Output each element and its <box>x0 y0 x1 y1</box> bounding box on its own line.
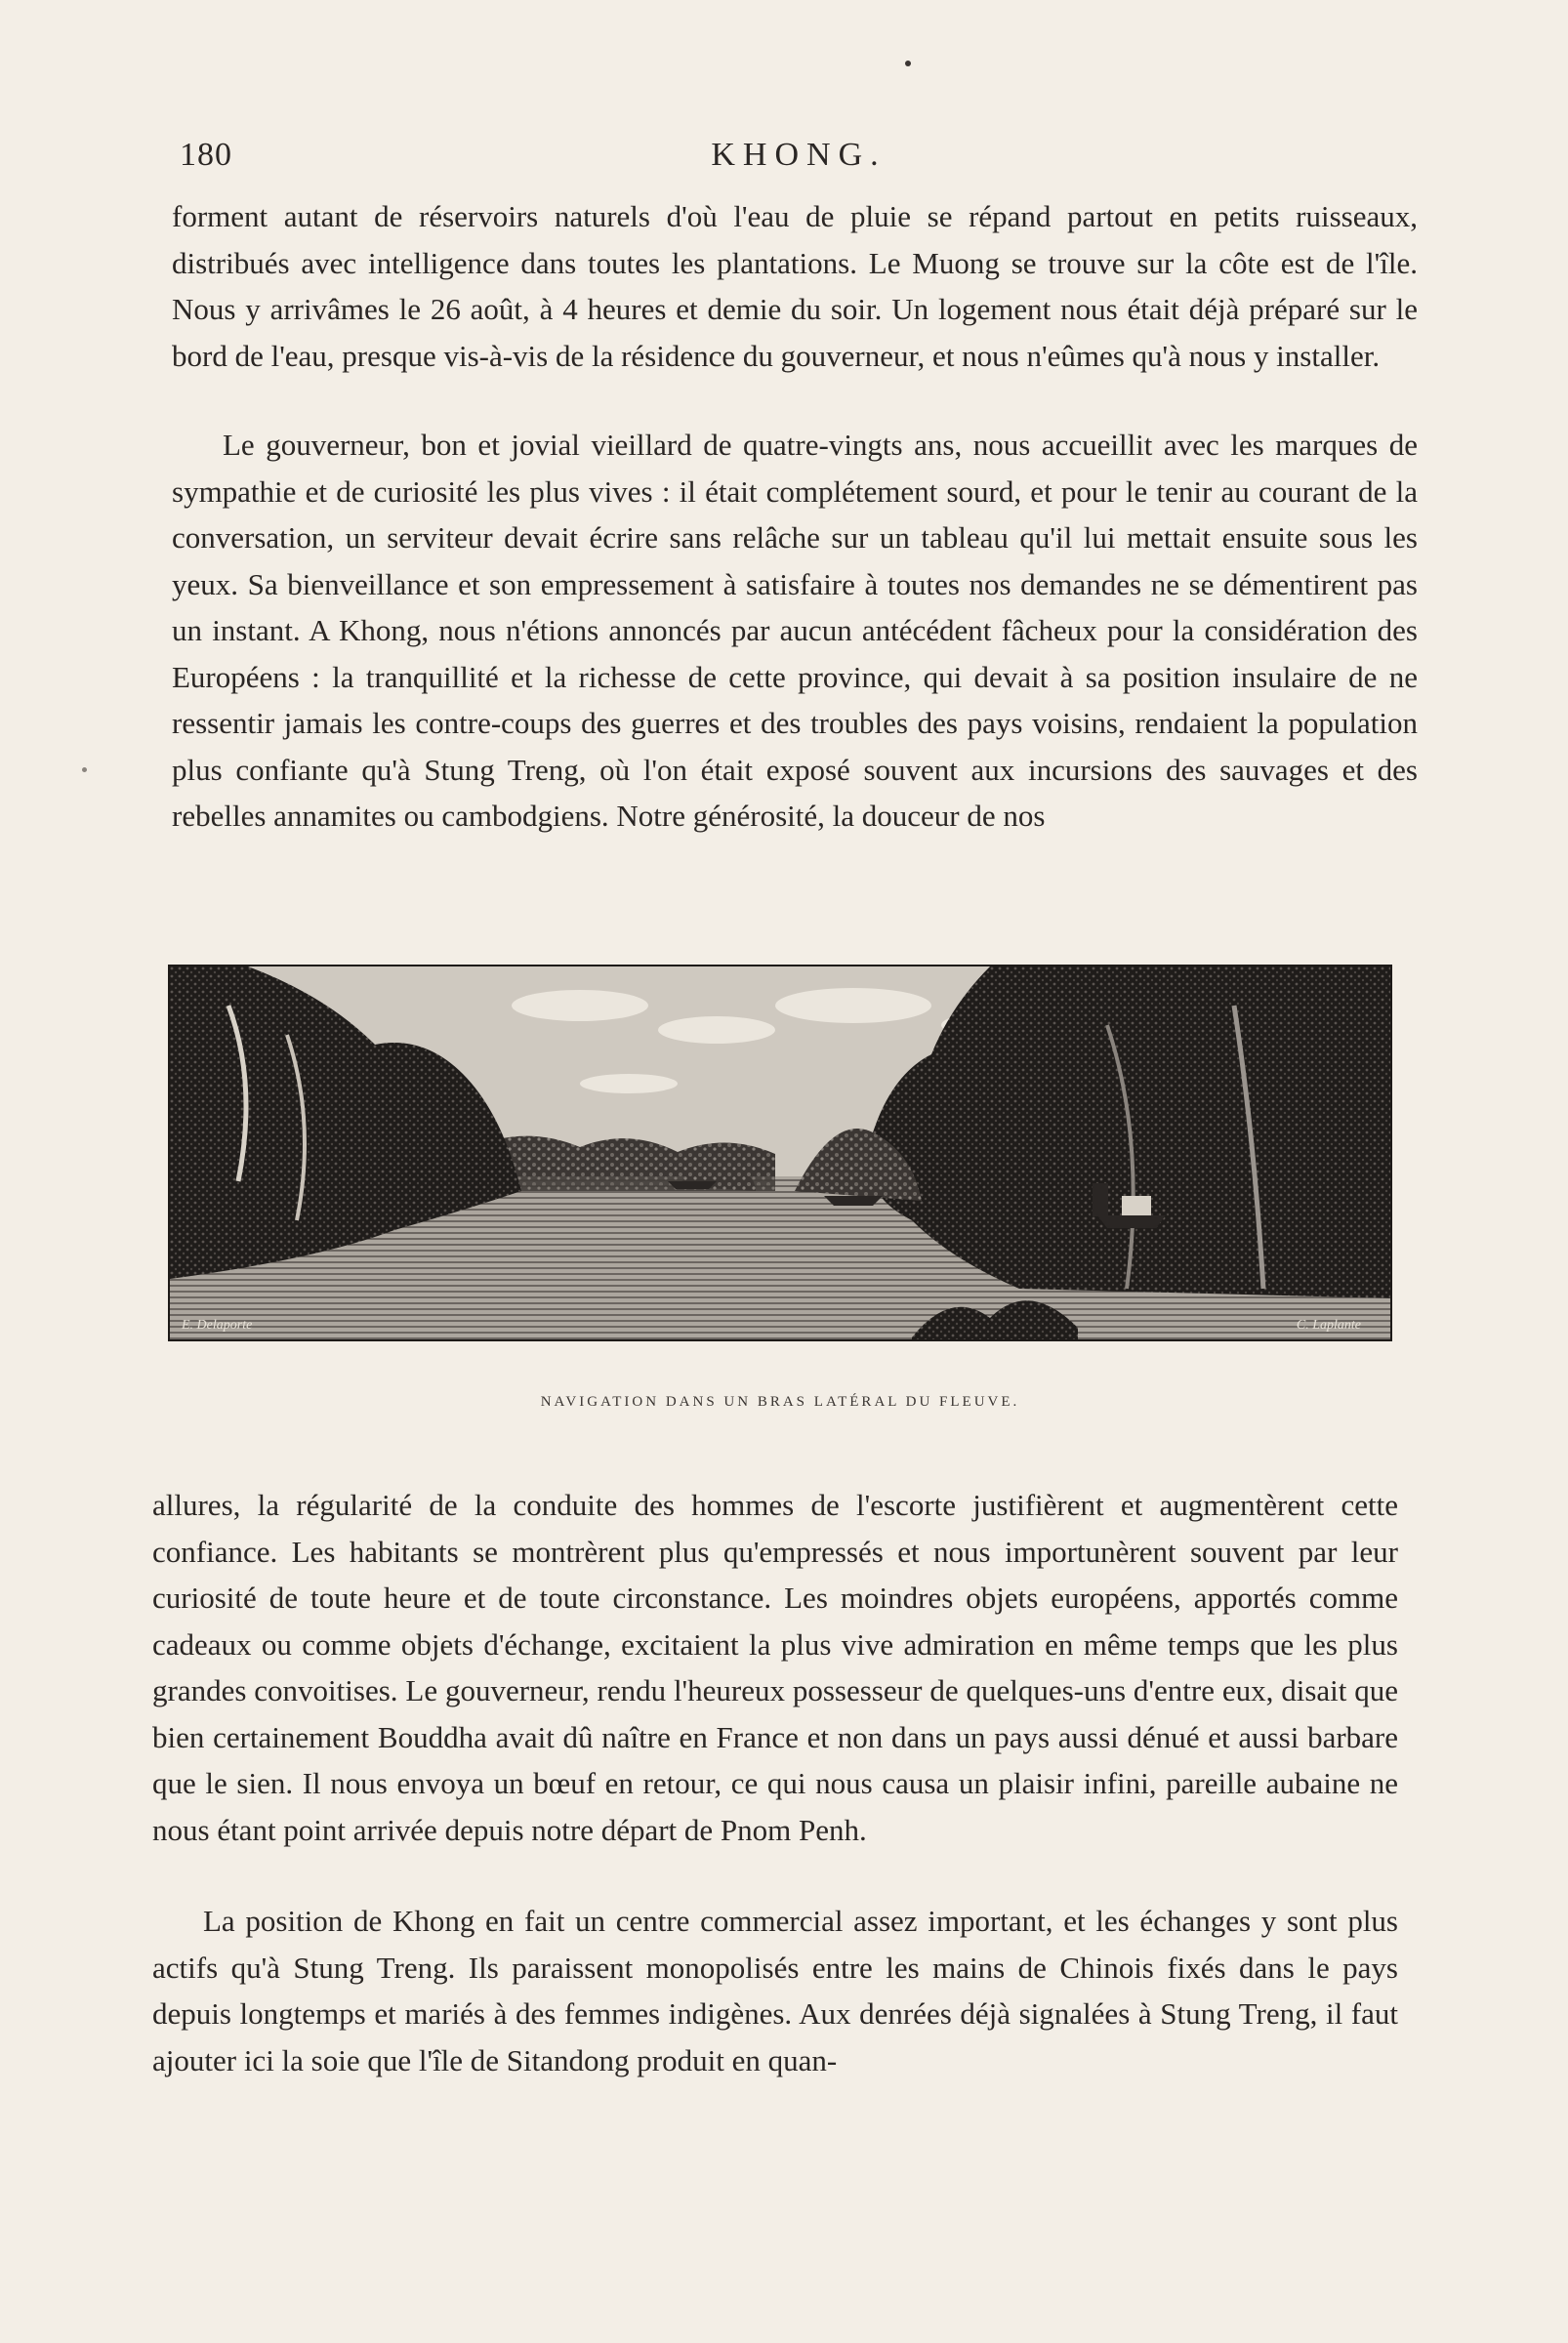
illustration-caption: NAVIGATION DANS UN BRAS LATÉRAL DU FLEUVE. <box>540 1394 1020 1410</box>
paragraph-3: allures, la régularité de la conduite des hommes de l'escorte justifièrent et augmentèrent cette confiance. Les habitants se montrèrent plus qu'empressés et nous importunèrent souvent par leur curiosité de toute heure et de toute circonstance. Les moindres objets européens, apportés comme cadeaux ou comme objets d'échange, excitaient la plus vive admiration en même temps que les plus grandes convoitises. Le gouverneur, rendu l'heureux possesseur de quelques-uns d'entre eux, disait que bien certainement Bouddha avait dû naître en France et non dans un pays aussi dénué et aussi barbare que le sien. Il nous envoya un bœuf en retour, ce qui nous causa un plaisir infini, pareille aubaine ne nous étant point arrivée depuis notre départ de Pnom Penh. <box>152 1488 1398 1847</box>
river-engraving <box>170 966 1392 1341</box>
ink-speck <box>905 61 911 66</box>
paragraph-1: forment autant de réservoirs naturels d'où l'eau de pluie se répand partout en petits ruisseaux, distribués avec intelligence dans toutes les plantations. Le Muong se trouve sur la côte est de l'île. Nous y arrivâmes le 26 août, à 4 heures et demie du soir. Un logement nous était déjà préparé sur le bord de l'eau, presque vis-à-vis de la résidence du gouverneur, et nous n'eûmes qu'à nous y installer. <box>172 199 1418 373</box>
paragraph-2: Le gouverneur, bon et jovial vieillard de quatre-vingts ans, nous accueillit avec les marques de sympathie et de curiosité les plus vives : il était complétement sourd, et pour le tenir au courant de la conversation, un serviteur devait écrire sans relâche sur un tableau qu'il lui mettait ensuite sous les yeux. Sa bienveillance et son empressement à satisfaire à toutes nos demandes ne se démentirent pas un instant. A Khong, nous n'étions annoncés par aucun antécédent fâcheux pour la considération des Européens : la tranquillité et la richesse de cette province, qui devait à sa position insulaire de ne ressentir jamais les contre-coups des guerres et des troubles des pays voisins, rendaient la population plus confiante qu'à Stung Treng, où l'on était exposé souvent aux incursions des sauvages et des rebelles annamites ou cambodgiens. Notre générosité, la douceur de nos <box>172 428 1418 833</box>
engraving-illustration <box>168 965 1392 1341</box>
paragraph-4: La position de Khong en fait un centre commercial assez important, et les échanges y sont plus actifs qu'à Stung Treng. Ils paraissent monopolisés entre les mains de Chinois fixés dans le pays depuis longtemps et mariés à des femmes indigènes. Aux denrées déjà signalées à Stung Treng, il faut ajouter ici la soie que l'île de Sitandong produit en quan- <box>152 1904 1398 2077</box>
running-title: KHONG. <box>711 137 887 173</box>
page-number: 180 <box>180 137 232 173</box>
ink-speck <box>82 767 87 772</box>
engraver-signature-right: C. Laplante <box>1296 1318 1361 1333</box>
engraver-signature-left: E. Delaporte <box>182 1318 253 1333</box>
page-header <box>174 129 1424 178</box>
